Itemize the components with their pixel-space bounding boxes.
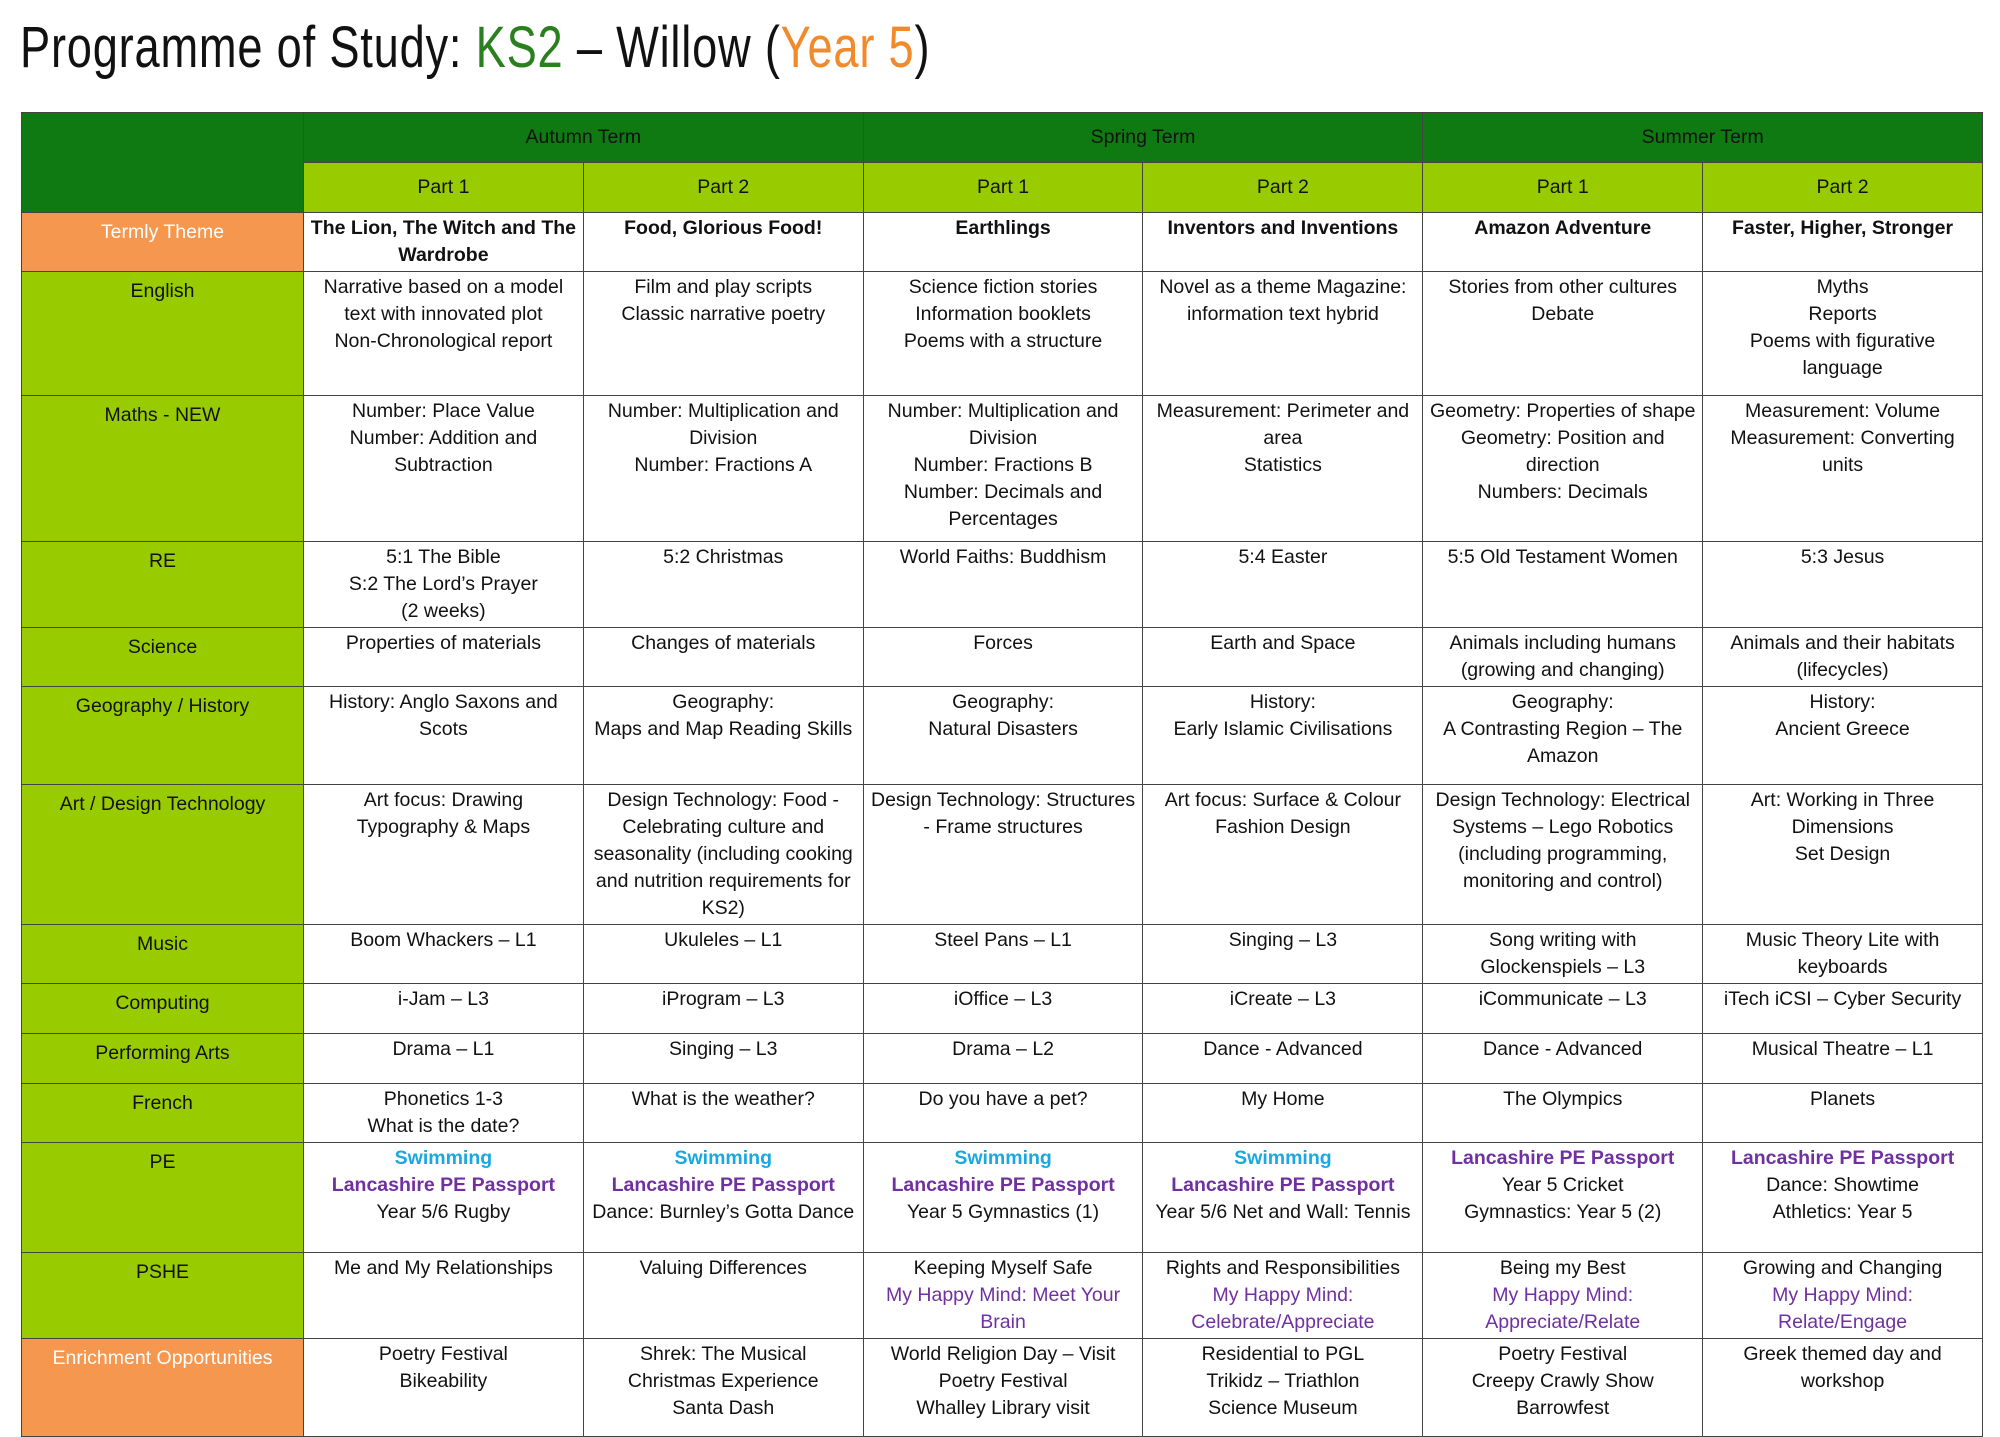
- cell-line: World Religion Day – Visit: [890, 1343, 1116, 1365]
- cell-line: Drama – L1: [392, 1038, 495, 1060]
- cell-pshe: [1703, 1253, 1983, 1339]
- cell-music: [1423, 925, 1703, 984]
- term-header-row: [22, 113, 1983, 163]
- part-header: Part 2: [1703, 163, 1983, 213]
- cell-line: Geometry: Position and direction: [1460, 427, 1665, 476]
- page-title: [20, 8, 930, 88]
- cell-maths: [304, 396, 584, 542]
- row-perf: [22, 1034, 1983, 1084]
- cell-pshe: [1423, 1253, 1703, 1339]
- cell-science: [583, 628, 863, 687]
- row-label-english: English: [22, 272, 304, 396]
- cell-line: Animals including humans (growing and changing): [1449, 632, 1676, 681]
- cell-line: Planets: [1810, 1088, 1876, 1110]
- cell-line: Geography:: [952, 691, 1055, 713]
- cell-french: [1143, 1084, 1423, 1143]
- cell-music: [304, 925, 584, 984]
- cell-line: Measurement: Converting units: [1730, 427, 1955, 476]
- swimming-label: Swimming: [674, 1147, 772, 1169]
- cell-line: World Faiths: Buddhism: [899, 546, 1107, 568]
- cell-line: Dance: Showtime: [1766, 1174, 1919, 1196]
- cell-line: Poetry Festival: [1498, 1343, 1628, 1365]
- cell-line: What is the date?: [367, 1115, 520, 1137]
- cell-line: Number: Decimals and Percentages: [903, 481, 1103, 530]
- cell-geohist: [1423, 687, 1703, 785]
- cell-pe: [1703, 1143, 1983, 1253]
- cell-french: [583, 1084, 863, 1143]
- cell-line: Singing – L3: [669, 1038, 778, 1060]
- cell-enrich: [1703, 1339, 1983, 1437]
- row-geohist: [22, 687, 1983, 785]
- cell-computing: [304, 984, 584, 1034]
- cell-maths: [1143, 396, 1423, 542]
- title-class: – Willow (: [563, 15, 781, 80]
- cell-line: Dance: Burnley’s Gotta Dance: [592, 1201, 855, 1223]
- row-label-french: French: [22, 1084, 304, 1143]
- cell-artdt: [1143, 785, 1423, 925]
- cell-line: Novel as a theme Magazine: information text hybrid: [1159, 276, 1407, 325]
- cell-line: Science Museum: [1208, 1397, 1358, 1419]
- corner-cell: [22, 113, 304, 213]
- cell-theme: The Lion, The Witch and The Wardrobe: [304, 213, 584, 272]
- cell-line: Rights and Responsibilities: [1165, 1257, 1400, 1279]
- cell-maths: [1703, 396, 1983, 542]
- cell-line: iOffice – L3: [953, 988, 1053, 1010]
- cell-line: Ukuleles – L1: [664, 929, 783, 951]
- cell-line: Dance - Advanced: [1203, 1038, 1363, 1060]
- cell-line: Set Design: [1794, 843, 1891, 865]
- row-label-re: RE: [22, 542, 304, 628]
- row-enrich: [22, 1339, 1983, 1437]
- pe-passport-label: Lancashire PE Passport: [891, 1174, 1115, 1196]
- cell-line: Year 5 Cricket: [1501, 1174, 1624, 1196]
- programme-table: [21, 112, 1983, 1437]
- cell-line: Properties of materials: [345, 632, 541, 654]
- cell-re: [583, 542, 863, 628]
- part-header: Part 1: [1423, 163, 1703, 213]
- row-label-geohist: Geography / History: [22, 687, 304, 785]
- row-computing: [22, 984, 1983, 1034]
- cell-line: Earth and Space: [1210, 632, 1356, 654]
- cell-pshe: [863, 1253, 1143, 1339]
- cell-line: Year 5/6 Rugby: [376, 1201, 511, 1223]
- happy-mind-label: My Happy Mind: Appreciate/Relate: [1485, 1284, 1641, 1333]
- cell-line: Number: Addition and Subtraction: [349, 427, 538, 476]
- cell-line: Stories from other cultures: [1448, 276, 1678, 298]
- cell-line: Fashion Design: [1215, 816, 1351, 838]
- cell-enrich: [583, 1339, 863, 1437]
- title-key-stage: KS2: [475, 15, 564, 80]
- pe-passport-label: Lancashire PE Passport: [331, 1174, 556, 1196]
- cell-re: [1423, 542, 1703, 628]
- part-header: Part 1: [863, 163, 1143, 213]
- cell-computing: [863, 984, 1143, 1034]
- cell-line: Keeping Myself Safe: [913, 1257, 1093, 1279]
- cell-line: Geometry: Properties of shape: [1429, 400, 1696, 422]
- cell-line: Number: Multiplication and Division: [607, 400, 839, 449]
- cell-science: [863, 628, 1143, 687]
- cell-line: Science fiction stories: [908, 276, 1098, 298]
- cell-science: [304, 628, 584, 687]
- cell-perf: [863, 1034, 1143, 1084]
- cell-line: iCreate – L3: [1229, 988, 1337, 1010]
- cell-line: 5:3 Jesus: [1800, 546, 1885, 568]
- cell-line: Greek themed day and workshop: [1743, 1343, 1942, 1392]
- cell-line: Myths: [1816, 276, 1869, 298]
- row-label-pe: PE: [22, 1143, 304, 1253]
- cell-line: Growing and Changing: [1742, 1257, 1943, 1279]
- cell-line: Maps and Map Reading Skills: [594, 718, 853, 740]
- cell-line: Art focus: Drawing: [363, 789, 524, 811]
- happy-mind-label: My Happy Mind: Celebrate/Appreciate: [1191, 1284, 1375, 1333]
- cell-re: [1143, 542, 1423, 628]
- cell-pe: [583, 1143, 863, 1253]
- row-label-pshe: PSHE: [22, 1253, 304, 1339]
- row-label-science: Science: [22, 628, 304, 687]
- cell-line: Number: Multiplication and Division: [887, 400, 1119, 449]
- cell-line: The Olympics: [1503, 1088, 1623, 1110]
- cell-perf: [1423, 1034, 1703, 1084]
- cell-line: Film and play scripts: [634, 276, 813, 298]
- cell-line: Statistics: [1243, 454, 1322, 476]
- cell-line: Christmas Experience: [627, 1370, 819, 1392]
- cell-line: S:2 The Lord’s Prayer: [348, 573, 538, 595]
- cell-line: Drama – L2: [952, 1038, 1055, 1060]
- cell-line: Shrek: The Musical: [639, 1343, 807, 1365]
- cell-geohist: [863, 687, 1143, 785]
- cell-line: Art focus: Surface & Colour: [1164, 789, 1402, 811]
- cell-line: Early Islamic Civilisations: [1173, 718, 1393, 740]
- happy-mind-label: My Happy Mind: Relate/Engage: [1772, 1284, 1914, 1333]
- happy-mind-label: My Happy Mind: Meet Your Brain: [886, 1284, 1121, 1333]
- cell-enrich: [304, 1339, 584, 1437]
- row-english: [22, 272, 1983, 396]
- cell-french: [863, 1084, 1143, 1143]
- cell-line: Non-Chronological report: [334, 330, 553, 352]
- cell-line: Valuing Differences: [639, 1257, 807, 1279]
- cell-line: Me and My Relationships: [333, 1257, 553, 1279]
- cell-music: [583, 925, 863, 984]
- cell-line: Being my Best: [1499, 1257, 1626, 1279]
- cell-pe: [863, 1143, 1143, 1253]
- cell-line: 5:5 Old Testament Women: [1447, 546, 1678, 568]
- row-label-perf: Performing Arts: [22, 1034, 304, 1084]
- cell-line: Number: Fractions A: [634, 454, 813, 476]
- cell-english: [304, 272, 584, 396]
- cell-line: Year 5/6 Net and Wall: Tennis: [1155, 1201, 1411, 1223]
- cell-re: [863, 542, 1143, 628]
- cell-line: Year 5 Gymnastics (1): [906, 1201, 1100, 1223]
- cell-computing: [1703, 984, 1983, 1034]
- cell-line: History:: [1809, 691, 1876, 713]
- cell-line: i-Jam – L3: [397, 988, 489, 1010]
- cell-line: Trikidz – Triathlon: [1206, 1370, 1360, 1392]
- row-label-enrich: Enrichment Opportunities: [22, 1339, 304, 1437]
- cell-maths: [863, 396, 1143, 542]
- cell-perf: [1703, 1034, 1983, 1084]
- pe-passport-label: Lancashire PE Passport: [1171, 1174, 1395, 1196]
- cell-line: Residential to PGL: [1201, 1343, 1365, 1365]
- cell-line: Art: Working in Three Dimensions: [1750, 789, 1935, 838]
- cell-line: Gymnastics: Year 5 (2): [1464, 1201, 1662, 1223]
- cell-geohist: [1143, 687, 1423, 785]
- cell-line: Debate: [1531, 303, 1595, 325]
- cell-artdt: [304, 785, 584, 925]
- row-science: [22, 628, 1983, 687]
- title-suffix: ): [914, 15, 931, 80]
- row-label-theme: Termly Theme: [22, 213, 304, 272]
- cell-geohist: [1703, 687, 1983, 785]
- cell-line: Number: Fractions B: [913, 454, 1093, 476]
- cell-line: Poetry Festival: [938, 1370, 1068, 1392]
- cell-maths: [583, 396, 863, 542]
- cell-line: Creepy Crawly Show: [1471, 1370, 1654, 1392]
- part-header-row: [22, 163, 1983, 213]
- cell-line: Music Theory Lite with keyboards: [1745, 929, 1940, 978]
- cell-line: What is the weather?: [631, 1088, 815, 1110]
- cell-line: Classic narrative poetry: [621, 303, 826, 325]
- cell-line: Forces: [973, 632, 1033, 654]
- cell-computing: [1143, 984, 1423, 1034]
- cell-line: Geography:: [672, 691, 775, 713]
- cell-enrich: [1423, 1339, 1703, 1437]
- cell-artdt: [583, 785, 863, 925]
- row-french: [22, 1084, 1983, 1143]
- cell-line: Bikeability: [399, 1370, 488, 1392]
- cell-line: Boom Whackers – L1: [350, 929, 537, 951]
- cell-line: Do you have a pet?: [918, 1088, 1088, 1110]
- cell-science: [1423, 628, 1703, 687]
- cell-line: Santa Dash: [672, 1397, 775, 1419]
- cell-music: [863, 925, 1143, 984]
- cell-line: My Home: [1241, 1088, 1325, 1110]
- cell-line: Poems with figurative language: [1749, 330, 1936, 379]
- cell-line: Song writing with Glockenspiels – L3: [1480, 929, 1646, 978]
- row-re: [22, 542, 1983, 628]
- cell-music: [1143, 925, 1423, 984]
- cell-enrich: [863, 1339, 1143, 1437]
- cell-english: [583, 272, 863, 396]
- cell-artdt: [1423, 785, 1703, 925]
- term-spring: Spring Term: [863, 113, 1423, 163]
- cell-line: Numbers: Decimals: [1477, 481, 1648, 503]
- row-label-computing: Computing: [22, 984, 304, 1034]
- cell-science: [1143, 628, 1423, 687]
- cell-line: Dance - Advanced: [1483, 1038, 1643, 1060]
- row-label-artdt: Art / Design Technology: [22, 785, 304, 925]
- cell-theme: Earthlings: [863, 213, 1143, 272]
- cell-english: [1143, 272, 1423, 396]
- cell-computing: [583, 984, 863, 1034]
- row-label-maths: Maths - NEW: [22, 396, 304, 542]
- cell-theme: Food, Glorious Food!: [583, 213, 863, 272]
- cell-english: [1423, 272, 1703, 396]
- cell-line: Measurement: Perimeter and area: [1156, 400, 1410, 449]
- cell-theme: Faster, Higher, Stronger: [1703, 213, 1983, 272]
- cell-line: Steel Pans – L1: [934, 929, 1072, 951]
- row-label-music: Music: [22, 925, 304, 984]
- cell-line: History: Anglo Saxons and Scots: [329, 691, 558, 740]
- cell-line: Animals and their habitats (lifecycles): [1730, 632, 1955, 681]
- cell-line: Design Technology: Structures - Frame structures: [871, 789, 1136, 838]
- cell-line: Geography:: [1511, 691, 1614, 713]
- part-header: Part 2: [583, 163, 863, 213]
- cell-line: Changes of materials: [631, 632, 816, 654]
- row-theme: [22, 213, 1983, 272]
- cell-line: Singing – L3: [1228, 929, 1338, 951]
- cell-line: Measurement: Volume: [1745, 400, 1941, 422]
- cell-line: Reports: [1808, 303, 1877, 325]
- cell-pshe: [583, 1253, 863, 1339]
- cell-geohist: [304, 687, 584, 785]
- cell-line: Poems with a structure: [903, 330, 1103, 352]
- pe-passport-label: Lancashire PE Passport: [1730, 1147, 1955, 1169]
- cell-line: 5:2 Christmas: [663, 546, 784, 568]
- row-maths: [22, 396, 1983, 542]
- cell-line: (2 weeks): [401, 600, 486, 622]
- part-header: Part 1: [304, 163, 584, 213]
- cell-pshe: [304, 1253, 584, 1339]
- cell-line: Athletics: Year 5: [1772, 1201, 1913, 1223]
- term-summer: Summer Term: [1423, 113, 1983, 163]
- cell-artdt: [863, 785, 1143, 925]
- cell-re: [1703, 542, 1983, 628]
- cell-geohist: [583, 687, 863, 785]
- part-header: Part 2: [1143, 163, 1423, 213]
- cell-line: Natural Disasters: [928, 718, 1078, 740]
- row-music: [22, 925, 1983, 984]
- cell-english: [1703, 272, 1983, 396]
- cell-line: iCommunicate – L3: [1478, 988, 1647, 1010]
- cell-french: [1703, 1084, 1983, 1143]
- cell-enrich: [1143, 1339, 1423, 1437]
- swimming-label: Swimming: [394, 1147, 493, 1169]
- cell-line: Design Technology: Electrical Systems – Lego Robotics (including programming, monitoring and control): [1435, 789, 1690, 892]
- cell-computing: [1423, 984, 1703, 1034]
- title-prefix: Programme of Study:: [20, 15, 476, 80]
- cell-re: [304, 542, 584, 628]
- cell-french: [1423, 1084, 1703, 1143]
- row-artdt: [22, 785, 1983, 925]
- cell-line: Information booklets: [915, 303, 1091, 325]
- cell-line: History:: [1249, 691, 1316, 713]
- cell-line: Design Technology: Food - Celebrating culture and seasonality (including cooking and nutrition requirements for KS2): [593, 789, 853, 919]
- row-pshe: [22, 1253, 1983, 1339]
- cell-line: Narrative based on a model text with innovated plot: [323, 276, 564, 325]
- cell-line: iProgram – L3: [662, 988, 785, 1010]
- cell-pe: [304, 1143, 584, 1253]
- cell-line: Typography & Maps: [356, 816, 531, 838]
- cell-pe: [1423, 1143, 1703, 1253]
- cell-line: iTech iCSI – Cyber Security: [1723, 988, 1962, 1010]
- cell-maths: [1423, 396, 1703, 542]
- cell-pe: [1143, 1143, 1423, 1253]
- cell-line: Ancient Greece: [1775, 718, 1910, 740]
- cell-english: [863, 272, 1143, 396]
- swimming-label: Swimming: [1234, 1147, 1332, 1169]
- pe-passport-label: Lancashire PE Passport: [1451, 1147, 1675, 1169]
- cell-line: A Contrasting Region – The Amazon: [1443, 718, 1683, 767]
- cell-line: Poetry Festival: [378, 1343, 508, 1365]
- cell-perf: [1143, 1034, 1423, 1084]
- cell-line: Whalley Library visit: [916, 1397, 1090, 1419]
- cell-perf: [583, 1034, 863, 1084]
- cell-artdt: [1703, 785, 1983, 925]
- cell-line: 5:4 Easter: [1238, 546, 1328, 568]
- cell-line: Phonetics 1-3: [383, 1088, 504, 1110]
- title-year: Year 5: [780, 15, 915, 80]
- cell-pshe: [1143, 1253, 1423, 1339]
- cell-theme: Amazon Adventure: [1423, 213, 1703, 272]
- cell-theme: Inventors and Inventions: [1143, 213, 1423, 272]
- cell-science: [1703, 628, 1983, 687]
- cell-music: [1703, 925, 1983, 984]
- cell-perf: [304, 1034, 584, 1084]
- pe-passport-label: Lancashire PE Passport: [611, 1174, 835, 1196]
- row-pe: [22, 1143, 1983, 1253]
- cell-line: Number: Place Value: [352, 400, 535, 422]
- term-autumn: Autumn Term: [304, 113, 864, 163]
- cell-line: 5:1 The Bible: [386, 546, 501, 568]
- cell-line: Musical Theatre – L1: [1751, 1038, 1934, 1060]
- swimming-label: Swimming: [954, 1147, 1052, 1169]
- cell-french: [304, 1084, 584, 1143]
- cell-line: Barrowfest: [1516, 1397, 1610, 1419]
